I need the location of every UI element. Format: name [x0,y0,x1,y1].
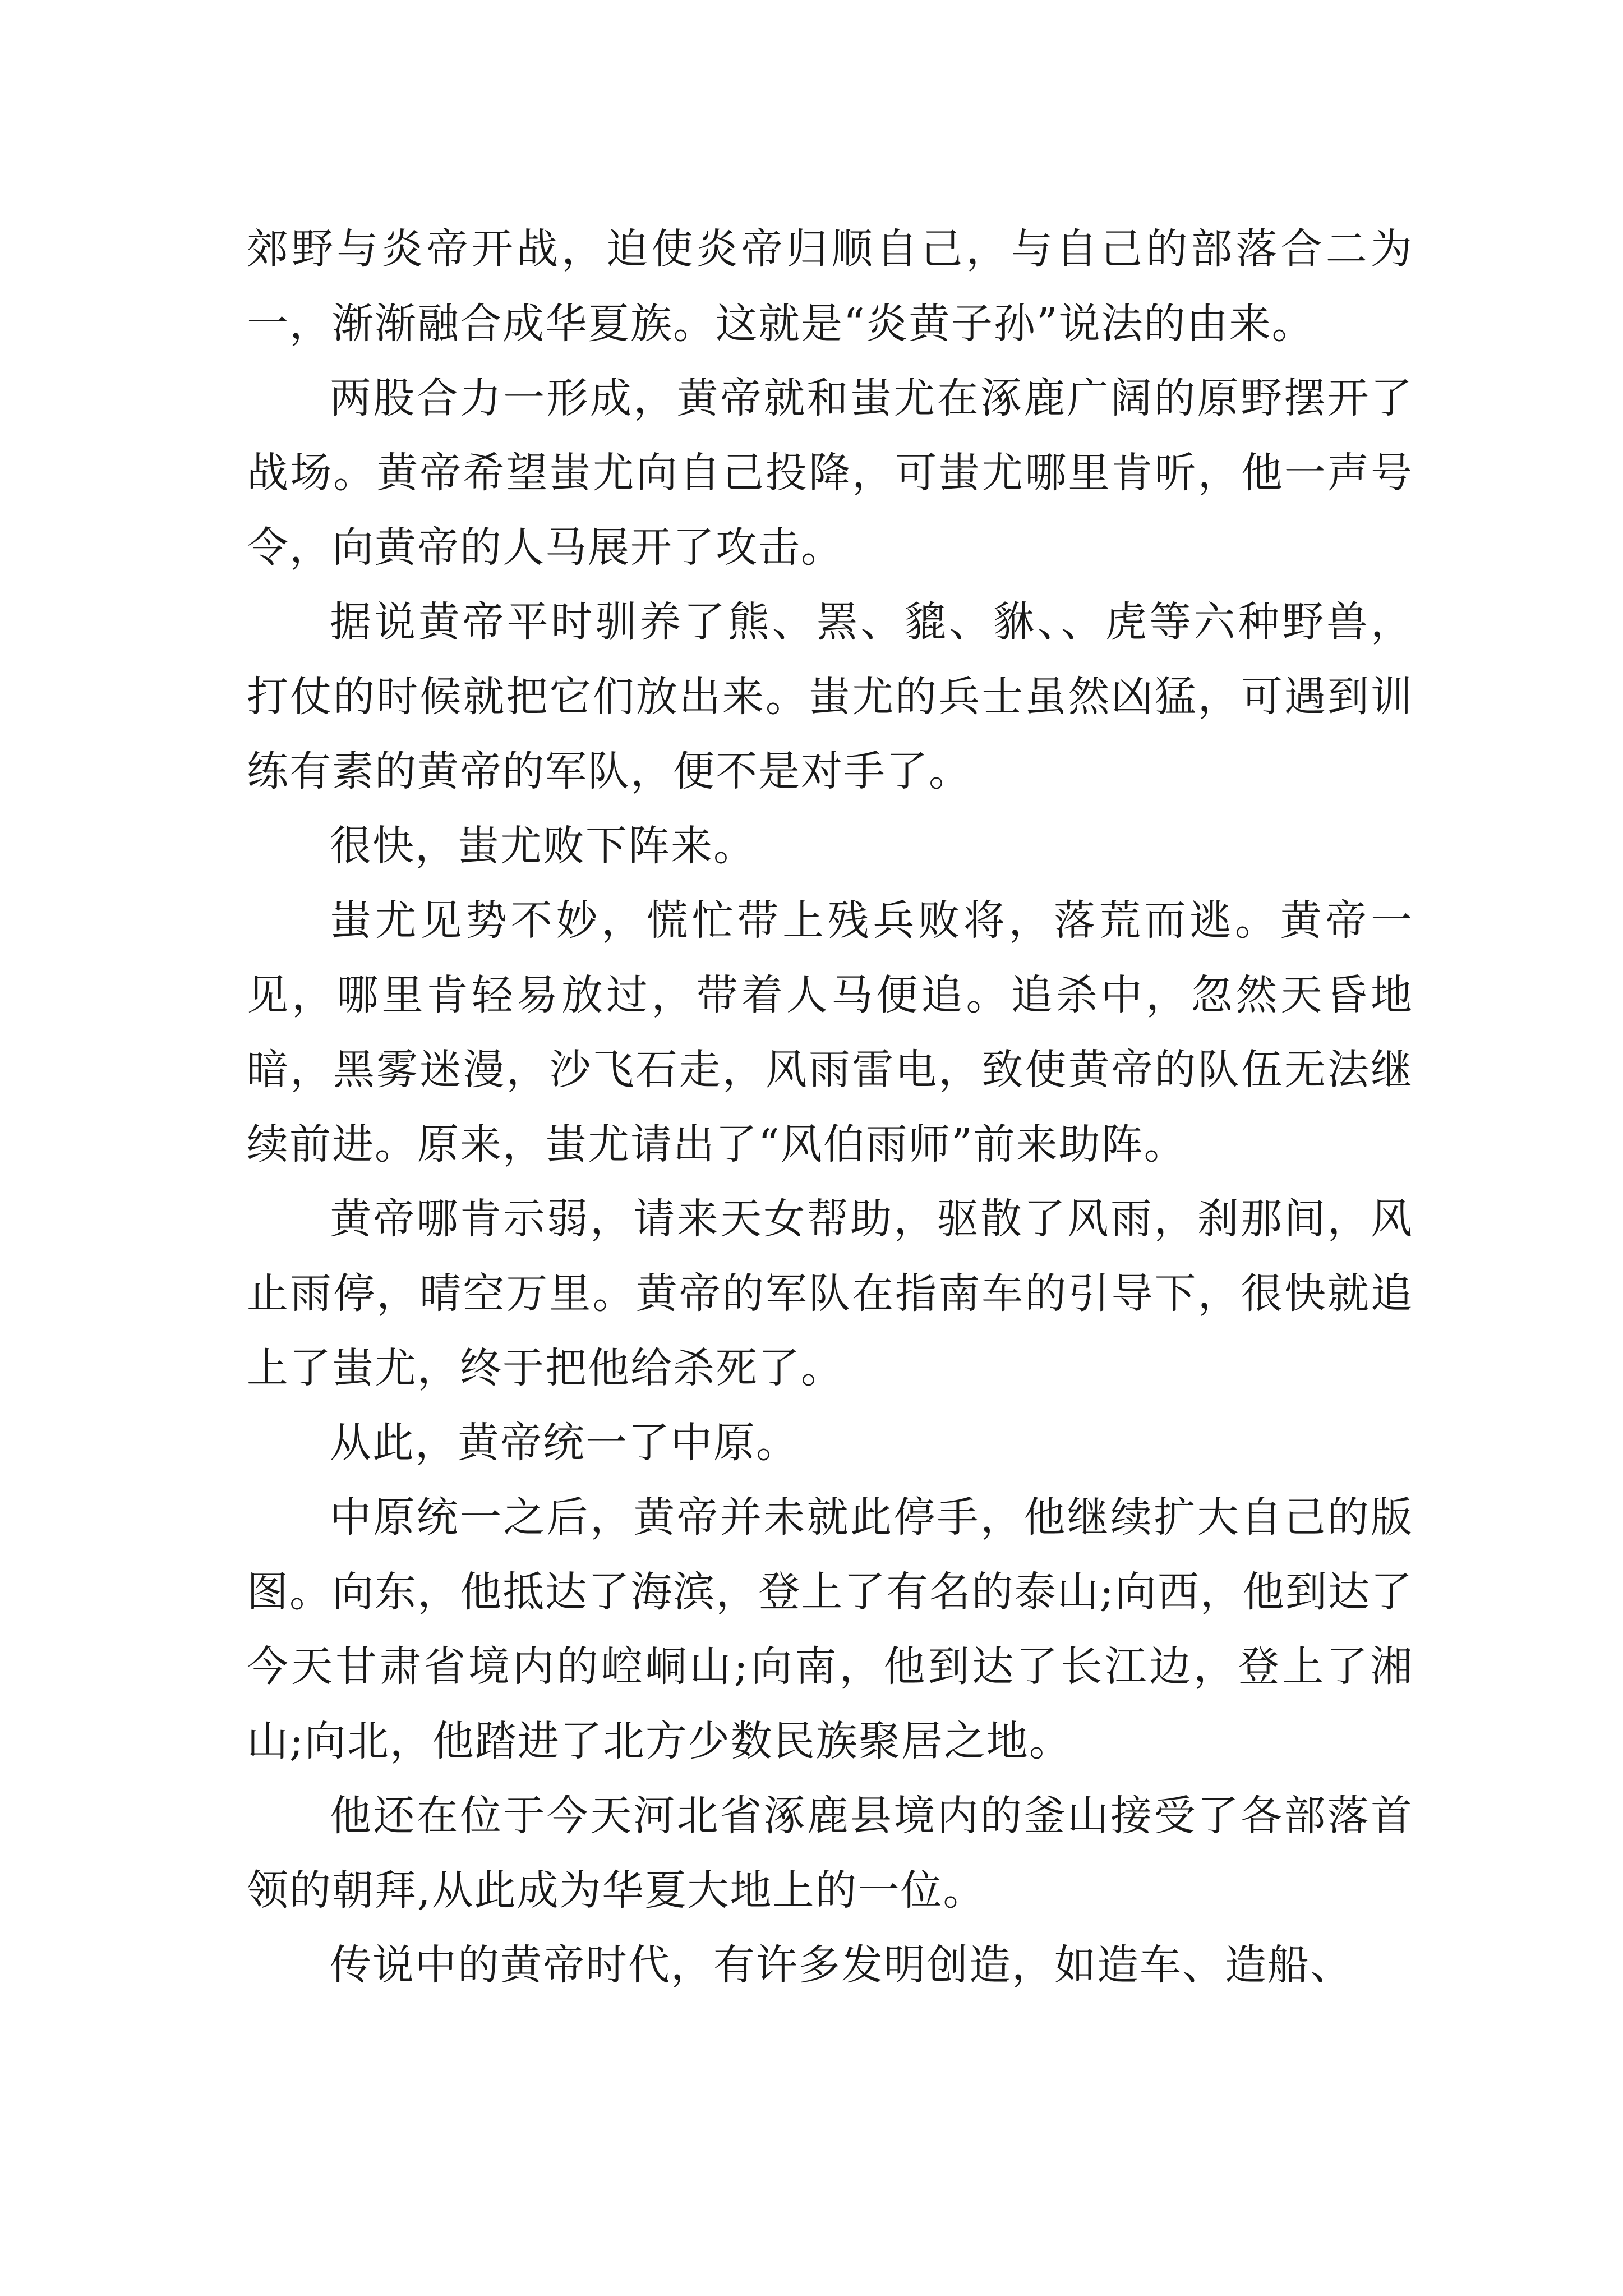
paragraph: 两股合力一形成，黄帝就和蚩尤在涿鹿广阔的原野摆开了战场。黄帝希望蚩尤向自己投降，可蚩尤哪里肯听，他一声号令，向黄帝的人马展开了攻击。 [247,374,1413,572]
paragraph: 郊野与炎帝开战，迫使炎帝归顺自己，与自己的部落合二为一，渐渐融合成华夏族。这就是“炎黄子孙”说法的由来。 [247,225,1413,348]
paragraph: 据说黄帝平时驯养了熊、罴、貔、貅、、虎等六种野兽，打仗的时候就把它们放出来。蚩尤的兵士虽然凶猛，可遇到训练有素的黄帝的军队，便不是对手了。 [247,598,1413,795]
paragraph: 黄帝哪肯示弱，请来天女帮助，驱散了风雨，刹那间，风止雨停，晴空万里。黄帝的军队在指南车的引导下，很快就追上了蚩尤，终于把他给杀死了。 [247,1195,1413,1392]
paragraph: 蚩尤见势不妙，慌忙带上残兵败将，落荒而逃。黄帝一见，哪里肯轻易放过，带着人马便追。追杀中，忽然天昏地暗，黑雾迷漫，沙飞石走，风雨雷电，致使黄帝的队伍无法继续前进。原来，蚩尤请出了“风伯雨师”前来助阵。 [247,896,1413,1168]
paragraph: 他还在位于今天河北省涿鹿县境内的釜山接受了各部落首领的朝拜,从此成为华夏大地上的一位。 [247,1792,1413,1915]
paragraph: 从此，黄帝统一了中原。 [330,1419,799,1467]
document-body [247,212,1413,2003]
paragraph: 传说中的黄帝时代，有许多发明创造，如造车、造船、 [330,1941,1353,1989]
paragraph: 很快，蚩尤败下阵来。 [330,822,756,870]
paragraph: 中原统一之后，黄帝并未就此停手，他继续扩大自己的版图。向东，他抵达了海滨，登上了有名的泰山;向西，他到达了今天甘肃省境内的崆峒山;向南，他到达了长江边，登上了湘山;向北，他踏进了北方少数民族聚居之地。 [247,1493,1413,1765]
